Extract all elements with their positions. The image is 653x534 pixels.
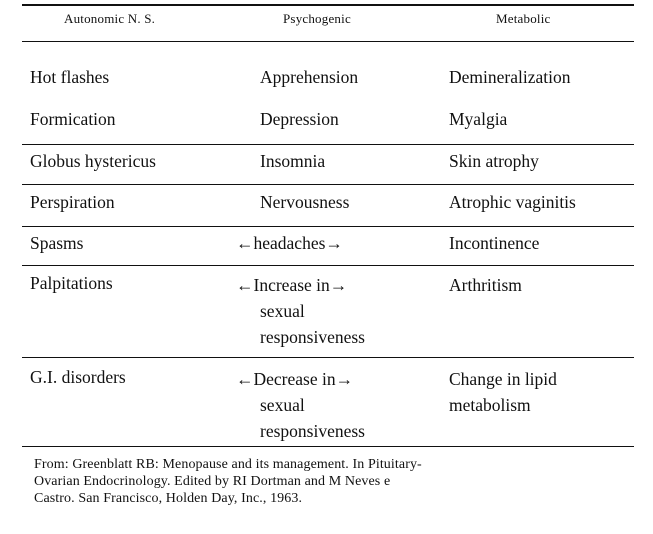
cell-metabolic: Arthritism [449, 275, 522, 295]
cell-metabolic: Change in lipid [449, 369, 557, 389]
cell-psychogenic: ←Decrease in→ [236, 369, 354, 389]
row-divider [22, 144, 634, 145]
cell-autonomic: Palpitations [30, 273, 113, 293]
footnote-line: Ovarian Endocrinology. Edited by RI Dortman and M Neves e [34, 474, 391, 489]
cell-autonomic: Perspiration [30, 192, 115, 212]
row-divider [22, 357, 634, 358]
cell-psychogenic: ←Increase in→ [236, 275, 348, 295]
header-metabolic: Metabolic [496, 11, 551, 26]
cell-autonomic: Globus hystericus [30, 151, 156, 171]
cell-autonomic: Formication [30, 109, 116, 129]
cell-autonomic: Spasms [30, 233, 84, 253]
cell-metabolic: Atrophic vaginitis [449, 192, 576, 212]
header-psychogenic: Psychogenic [283, 11, 351, 26]
top-rule [22, 4, 634, 6]
cell-psychogenic: Insomnia [260, 151, 326, 171]
cell-psychogenic: responsiveness [260, 327, 365, 347]
source-footnote [34, 456, 634, 507]
footnote-line: Castro. San Francisco, Holden Day, Inc., 1963. [34, 491, 303, 506]
cell-metabolic: Myalgia [449, 109, 508, 129]
cell-metabolic: Incontinence [449, 233, 540, 253]
cell-psychogenic: Nervousness [260, 192, 350, 212]
row-divider [22, 265, 634, 266]
cell-psychogenic: responsiveness [260, 421, 365, 441]
cell-psychogenic: sexual [260, 395, 305, 415]
row-divider [22, 226, 634, 227]
cell-metabolic: Demineralization [449, 67, 571, 87]
cell-metabolic: metabolism [449, 395, 531, 415]
row-divider [22, 184, 634, 185]
header-autonomic: Autonomic N. S. [64, 11, 156, 26]
cell-psychogenic: ←headaches→ [236, 233, 343, 253]
cell-psychogenic: Apprehension [260, 67, 359, 87]
bottom-rule [22, 446, 634, 447]
cell-metabolic: Skin atrophy [449, 151, 539, 171]
cell-psychogenic: Depression [260, 109, 339, 129]
header-rule [22, 41, 634, 42]
footnote-line: From: Greenblatt RB: Menopause and its management. In Pituitary- [34, 457, 422, 472]
cell-psychogenic: sexual [260, 301, 305, 321]
cell-autonomic: Hot flashes [30, 67, 110, 87]
cell-autonomic: G.I. disorders [30, 367, 126, 387]
